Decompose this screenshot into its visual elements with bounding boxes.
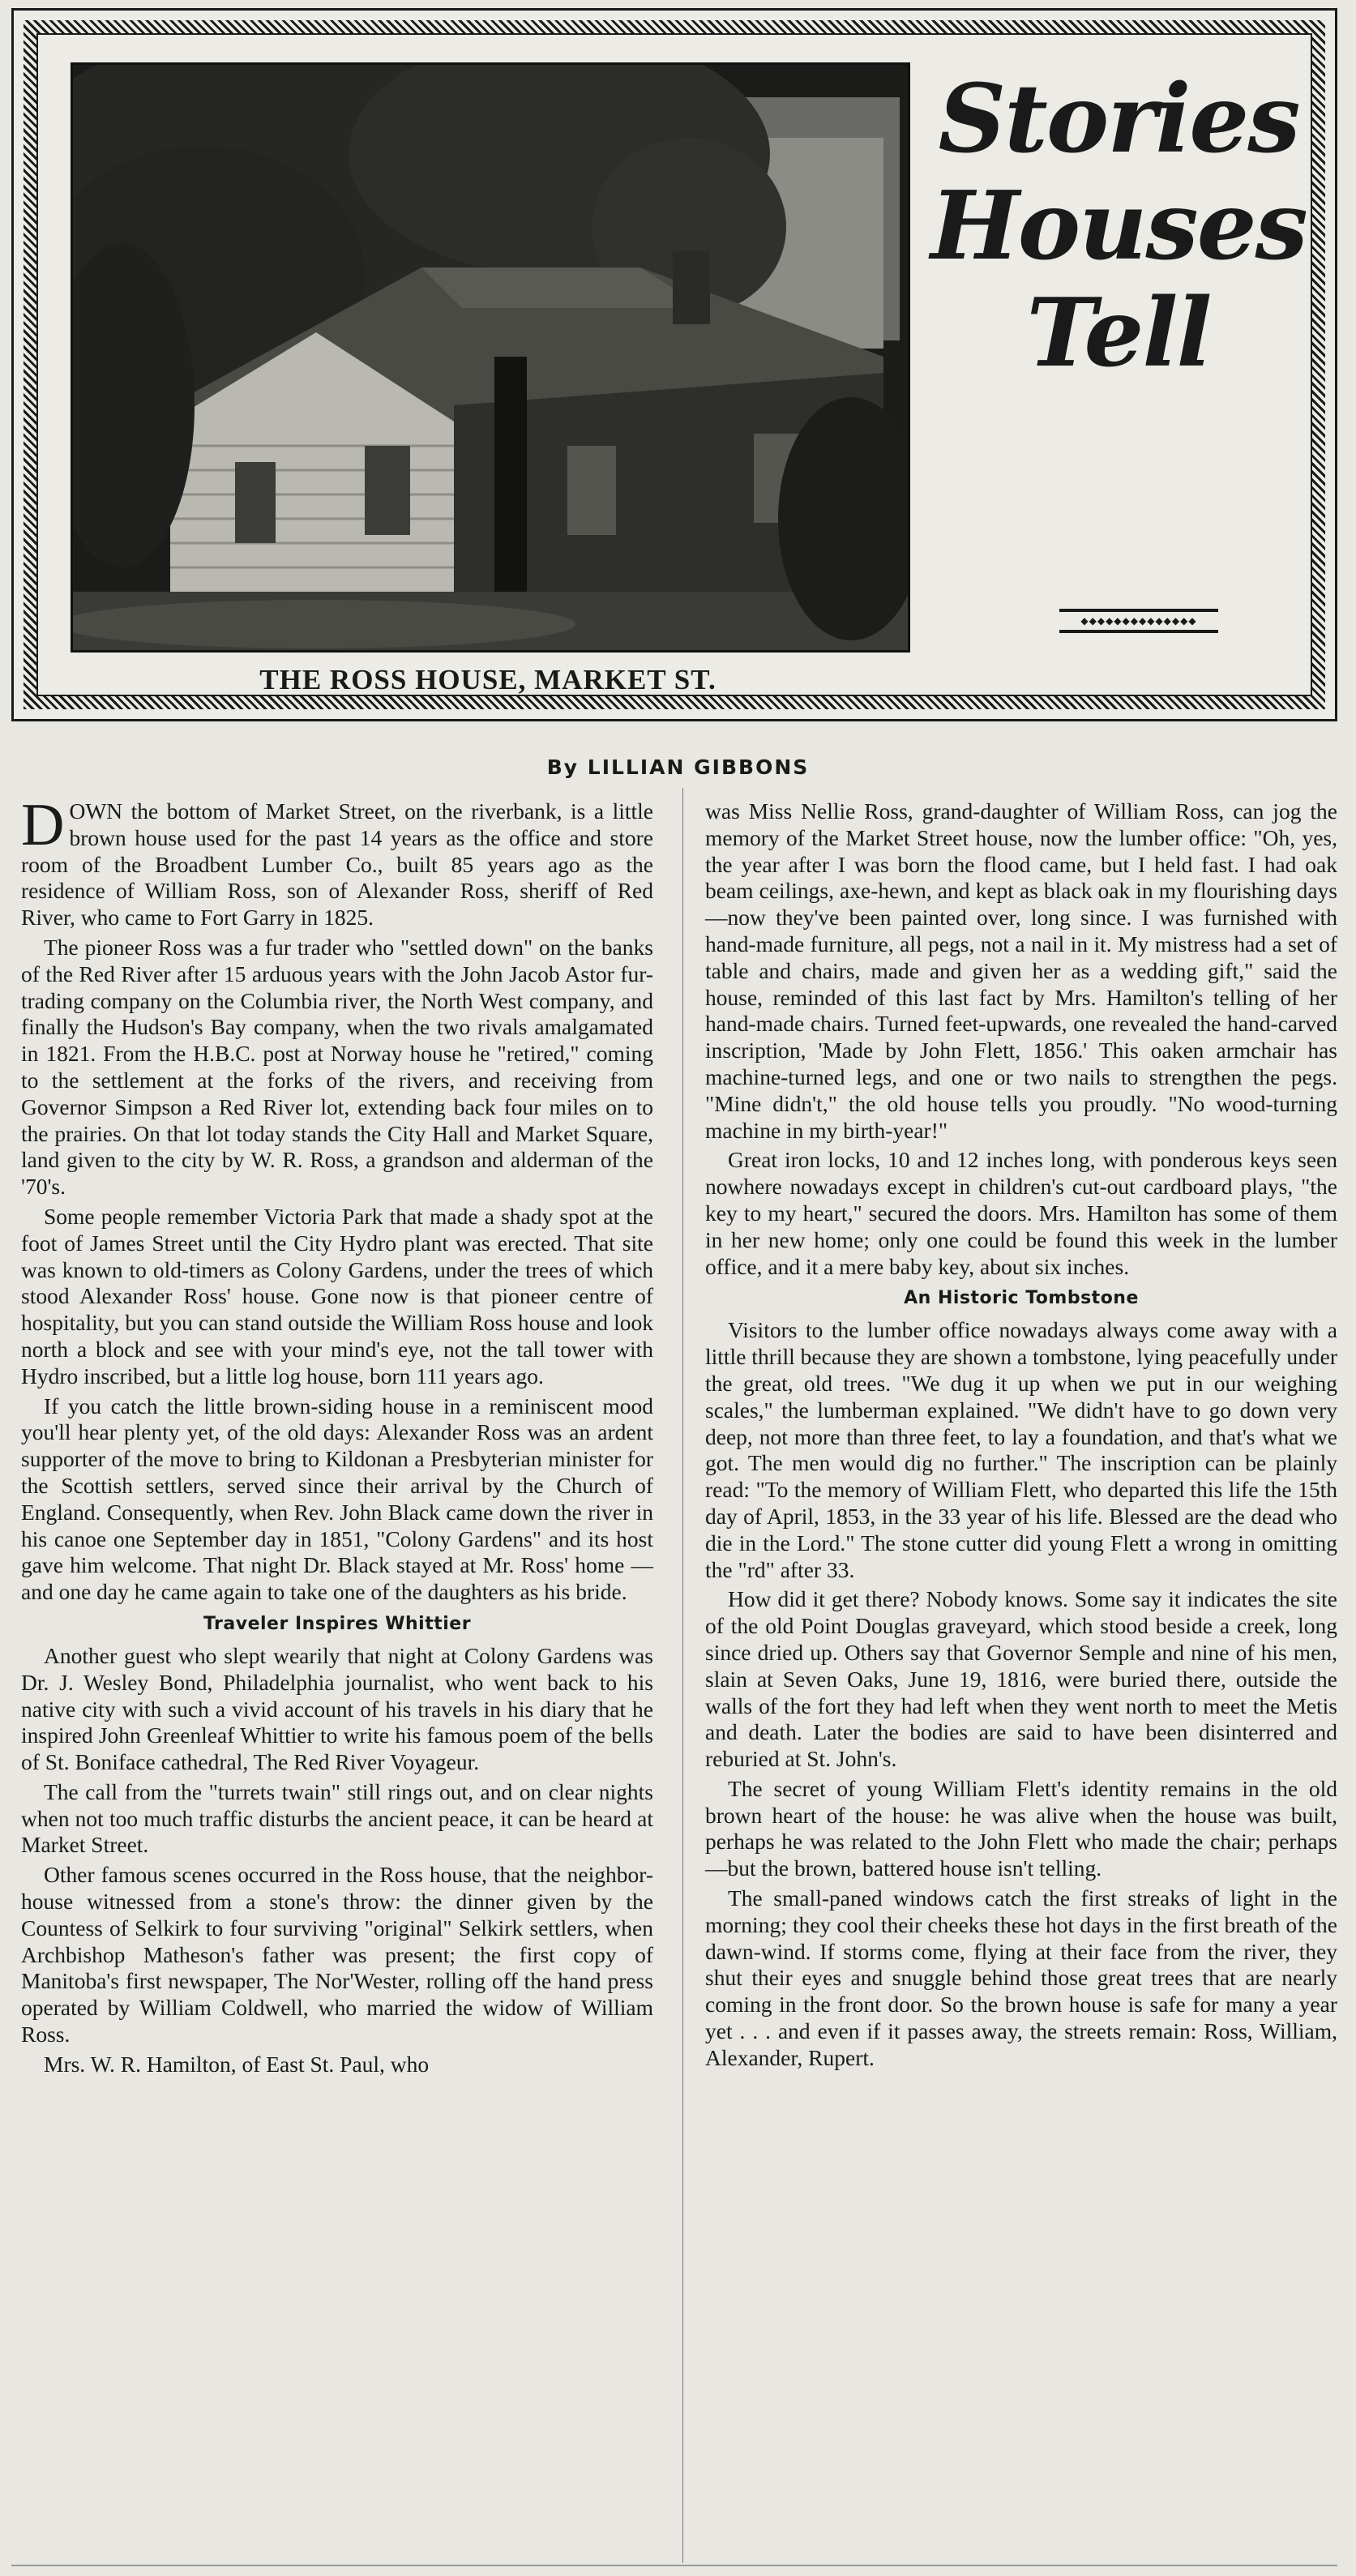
paragraph: was Miss Nellie Ross, grand-daughter of William Ross, can jog the memory of the Market Street house, now the lumber office: "Oh, yes, the year after I was born the flood came, but I held fast. I had oak beam ceilings, axe-hewn, and kept as black oak in my flourishing days—now they've been painted over, long since. I was furnished with hand-made furniture, all pegs, not a nail in it. My mistress had a set of table and chairs, made and given her as a wedding gift," said the house, reminded of this last fact by Mrs. Hamilton's telling of her hand-made chairs. Turned feet-upwards, one revealed the hand-carved inscription, 'Made by John Flett, 1856.' This oaken armchair has machine-turned legs, and one or two nails to strengthen the pegs. "Mine didn't," the old house tells you proudly. "No wood-turning machine in my birth-year!" (705, 798, 1337, 1143)
title-line-1: Stories (938, 64, 1299, 174)
paragraph: The secret of young William Flett's identity remains in the old brown heart of the house: he was alive when the house was built, perhaps he was related to the John Flett who made the chair; perhaps—but the brown, battered house isn't telling. (705, 1775, 1337, 1881)
paragraph: Another guest who slept wearily that night at Colony Gardens was Dr. J. Wesley Bond, Philadelphia journalist, who went back to his native city with such a vivid account of his travels in his diary that he inspired John Greenleaf Whittier to write his famous poem of the bells of St. Boniface cathedral, The Red River Voyageur. (21, 1642, 653, 1775)
paragraph: How did it get there? Nobody knows. Some say it indicates the site of the old Point Douglas graveyard, which stood beside a creek, long since dried up. Others say that Governor Semple and nine of his men, slain at Seven Oaks, June 19, 1816, were buried there, outside the walls of the fort they had left when they went north to meet the Metis and death. Later the bodies are said to have been disinterred and reburied at St. John's. (705, 1586, 1337, 1772)
paragraph: Other famous scenes occurred in the Ross house, that the neighbor-house witnessed from a stone's throw: the dinner given by the Countess of Selkirk to four surviving "original" Selkirk settlers, when Archbishop Matheson's father was present; the first copy of Manitoba's first newspaper, The Nor'Wester, rolling off the hand press operated by William Coldwell, who married the widow of William Ross. (21, 1862, 653, 2048)
paragraph: Some people remember Victoria Park that made a shady spot at the foot of James Street until the City Hydro plant was erected. That site was known to old-timers as Colony Gardens, under the trees of which stood Alexander Ross' house. Gone now is that pioneer centre of hospitality, but you can stand outside the William Ross house and look north a block and see with your mind's eye, not the tall tower with Hydro inscribed, but a little log house, born 111 years ago. (21, 1203, 653, 1389)
paragraph: Great iron locks, 10 and 12 inches long, with ponderous keys seen nowhere nowadays except in children's cut-out cardboard plays, "the key to my heart," secured the doors. Mrs. Hamilton has some of them in her new home; only one could be found this week in the lumber office, and it a mere baby key, about six inches. (705, 1147, 1337, 1279)
paragraph: If you catch the little brown-siding house in a reminiscent mood you'll hear plenty yet, of the old days: Alexander Ross was an ardent supporter of the move to bring to Kildonan a Presbyterian minister for the Scottish settlers, served since their arrival by the Church of England. Consequently, when Rev. John Black came down the river in his canoe one September day in 1851, "Colony Gardens" and its host gave him welcome. That night Dr. Black stayed at Mr. Ross' home — and one day he came again to take one of the daughters as his bride. (21, 1393, 653, 1605)
title-line-3: Tell (1026, 278, 1211, 388)
ornamental-border (24, 20, 1325, 709)
ornament-diamonds: ◆◆◆◆◆◆◆◆◆◆◆◆◆◆ (1080, 615, 1197, 627)
photo-caption: THE ROSS HOUSE, MARKET ST. (259, 664, 716, 695)
ross-house-photo (71, 62, 910, 653)
paragraph: DOWN the bottom of Market Street, on the riverbank, is a little brown house used for the past 14 years as the office and store room of the Broadbent Lumber Co., built 85 years ago as the residence of William Ross, son of Alexander Ross, sheriff of Red River, who came to Fort Garry in 1825. (21, 792, 653, 931)
subhead: An Historic Tombstone (904, 1288, 1139, 1309)
byline: By LILLIAN GIBBONS (546, 755, 810, 779)
masthead-box (11, 8, 1337, 721)
feature-title (928, 66, 1309, 387)
paragraph: The pioneer Ross was a fur trader who "settled down" on the banks of the Red River after 15 arduous years with the John Jacob Astor fur-trading company on the Columbia river, the North West company, and finally the Hudson's Bay company, when the two rivals amalgamated in 1821. From the H.B.C. post at Norway house he "retired," coming to the settlement at the forks of the rivers, and receiving from Governor Simpson a Red River lot, extending back four miles on to the prairies. On that lot today stands the City Hall and Market Square, land given to the city by W. R. Ross, a grandson and alderman of the '70's. (21, 934, 653, 1200)
paragraph: The small-paned windows catch the first streaks of light in the morning; they cool their cheeks these hot days in the first breath of the dawn-wind. If storms come, flying at their face from the river, they shut their eyes and snuggle behind those great trees that are nearly coming in the front door. So the brown house is safe for many a year yet . . . and even if it passes away, the streets remain: Ross, William, Alexander, Rupert. (705, 1885, 1337, 2070)
right-column (705, 798, 1337, 2075)
bottom-rule (11, 2565, 1337, 2566)
title-line-2: Houses (930, 171, 1307, 281)
paragraph: The call from the "turrets twain" still rings out, and on clear nights when not too much traffic disturbs the ancient peace, it can be heard at Market Street. (21, 1778, 653, 1858)
title-ornament (1059, 605, 1218, 644)
paragraph: Mrs. W. R. Hamilton, of East St. Paul, who (44, 2051, 430, 2077)
drop-cap: D (21, 792, 65, 858)
left-column (21, 792, 653, 2082)
paragraph: Visitors to the lumber office nowadays always come away with a little thrill because they are shown a tombstone, lying peacefully under the great, old trees. "We dug it up when we put in our weighing scales," the lumberman explained. "We didn't have to go down very deep, not more than three feet, to lay a foundation, and that's what we got. The men would dig no further." The inscription can be plainly read: "To the memory of William Flett, who departed this life the 15th day of April, 1853, in the 33 year of his life. Blessed are the dead who die in the Lord." The stone cutter did young Flett a wrong in omitting the "rd" after 33. (705, 1317, 1337, 1582)
column-divider (682, 788, 683, 2563)
subhead: Traveler Inspires Whittier (203, 1613, 472, 1634)
